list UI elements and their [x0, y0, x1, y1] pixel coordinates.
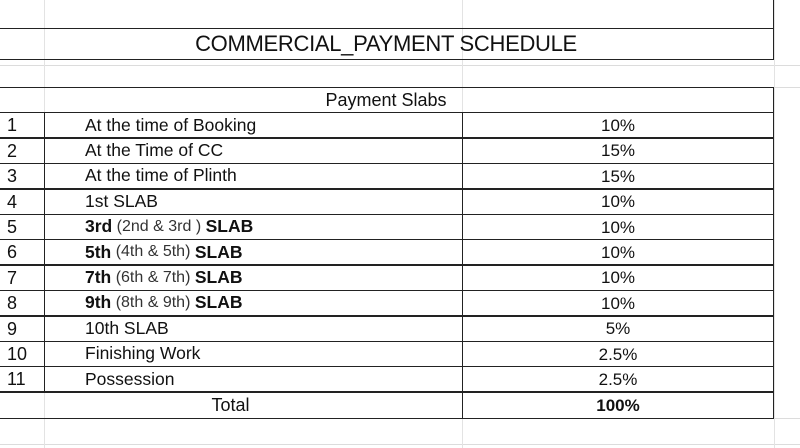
row-number[interactable]: 4	[0, 188, 45, 215]
row-percent[interactable]: 10%	[462, 112, 774, 139]
row-number[interactable]: 1	[0, 112, 45, 139]
slab-range: (8th & 9th)	[111, 294, 195, 312]
gridline	[774, 0, 775, 448]
sheet-title[interactable]: COMMERCIAL_PAYMENT SCHEDULE	[0, 28, 774, 60]
row-number[interactable]: 10	[0, 341, 45, 368]
row-percent[interactable]: 5%	[462, 315, 774, 342]
slab-name: 3rd	[85, 216, 113, 237]
slab-range: (6th & 7th)	[111, 268, 195, 286]
row-description[interactable]	[44, 341, 463, 368]
row-description[interactable]	[44, 366, 463, 393]
slab-suffix: SLAB	[205, 216, 254, 237]
row-percent[interactable]: 2.5%	[462, 366, 774, 393]
row-percent[interactable]: 10%	[462, 188, 774, 215]
top-row-cell[interactable]	[0, 0, 774, 29]
row-percent[interactable]: 2.5%	[462, 341, 774, 368]
slab-suffix: SLAB	[194, 292, 243, 313]
row-description[interactable]	[44, 188, 463, 215]
slab-name: At the time of Booking	[85, 114, 257, 135]
row-description[interactable]	[44, 239, 463, 266]
slab-name: At the time of Plinth	[85, 165, 237, 186]
total-label[interactable]: Total	[0, 391, 463, 419]
row-percent[interactable]: 10%	[462, 214, 774, 241]
row-number[interactable]: 3	[0, 163, 45, 190]
section-heading[interactable]: Payment Slabs	[0, 87, 774, 113]
row-percent[interactable]: 10%	[462, 290, 774, 317]
slab-suffix: SLAB	[194, 241, 243, 262]
row-number[interactable]: 8	[0, 290, 45, 317]
slab-name: At the Time of CC	[85, 140, 224, 161]
row-description[interactable]	[44, 315, 463, 342]
row-number[interactable]: 11	[0, 366, 45, 393]
row-percent[interactable]: 15%	[462, 163, 774, 190]
row-description[interactable]	[44, 290, 463, 317]
row-description[interactable]	[44, 214, 463, 241]
slab-name: 7th	[85, 267, 112, 288]
slab-name: 5th	[85, 241, 112, 262]
row-description[interactable]	[44, 112, 463, 139]
row-percent[interactable]: 10%	[462, 264, 774, 291]
slab-suffix: SLAB	[194, 267, 243, 288]
slab-name: Possession	[85, 368, 175, 389]
row-percent[interactable]: 10%	[462, 239, 774, 266]
row-description[interactable]	[44, 137, 463, 164]
row-description[interactable]	[44, 264, 463, 291]
row-number[interactable]: 6	[0, 239, 45, 266]
row-number[interactable]: 2	[0, 137, 45, 164]
slab-range: (4th & 5th)	[111, 243, 195, 261]
slab-name: Finishing Work	[85, 343, 201, 364]
row-number[interactable]: 5	[0, 214, 45, 241]
gridline	[0, 65, 800, 66]
slab-name: 9th	[85, 292, 112, 313]
slab-name: 1st SLAB	[85, 190, 158, 211]
row-number[interactable]: 9	[0, 315, 45, 342]
slab-range: (2nd & 3rd )	[112, 218, 206, 236]
row-percent[interactable]: 15%	[462, 137, 774, 164]
row-number[interactable]: 7	[0, 264, 45, 291]
gridline	[0, 444, 800, 445]
slab-name: 10th SLAB	[85, 317, 169, 338]
total-value[interactable]: 100%	[462, 391, 774, 419]
row-description[interactable]	[44, 163, 463, 190]
